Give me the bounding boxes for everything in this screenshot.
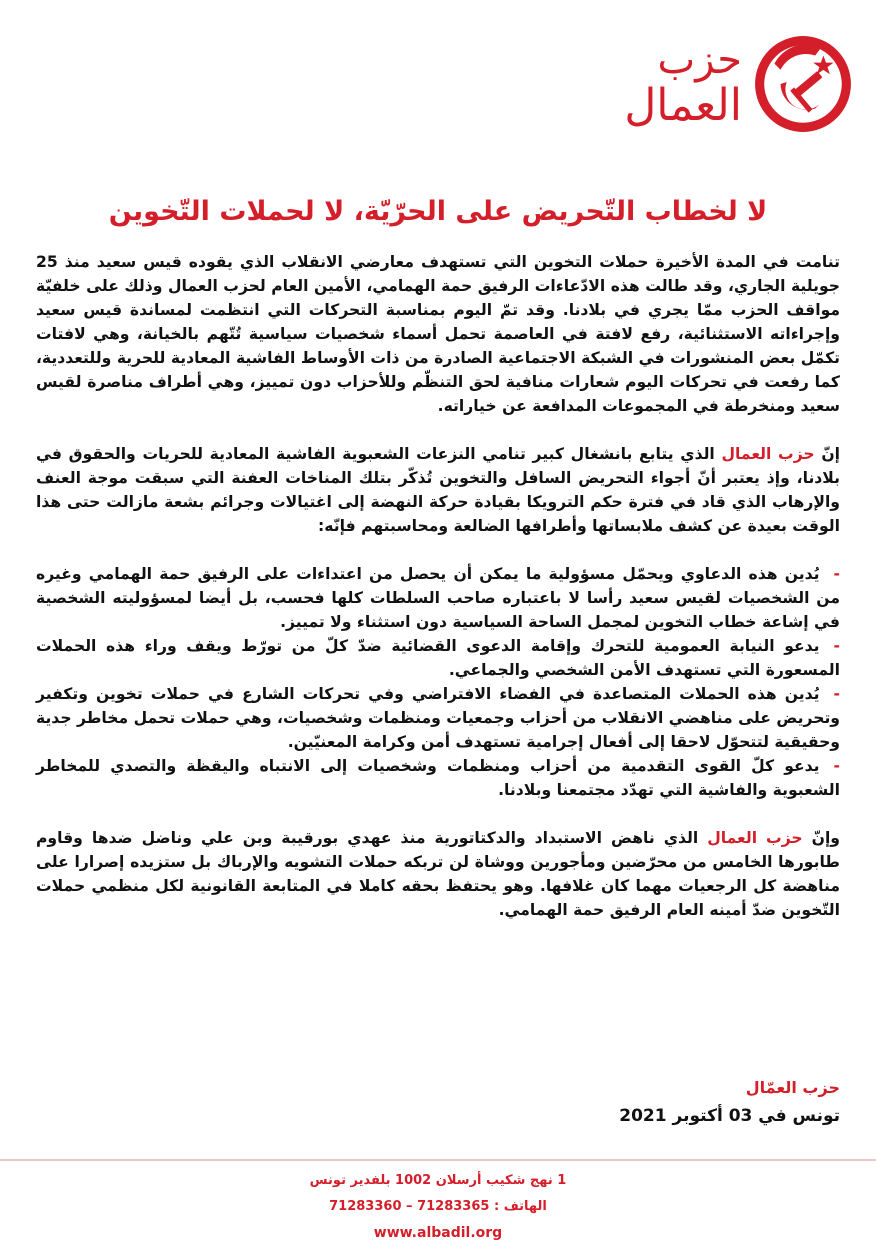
list-item [36, 562, 840, 634]
party-name-highlight: حزب العمال [721, 445, 815, 463]
paragraph-position [36, 442, 840, 538]
paragraph-position-prefix: إنّ [821, 445, 840, 463]
logo-word-workers: العمال [624, 79, 742, 131]
list-item-text: يُدين هذه الحملات المتصاعدة في الفضاء الافتراضي وفي تحركات الشارع في حملات تخوين وتكفير وتحريض على مناهضي الانقلاب من أحزاب وجمعيات ومنظمات وشخصيات، وهي حملات تحمل مخاطر جدية وحقيقية لتتحوّل لاحقا إلى أفعال إجرامية تستهدف أمن وكرامة المعنيّين. [36, 685, 840, 751]
list-item-text: يدعو كلّ القوى التقدمية من أحزاب ومنظمات وشخصيات إلى الانتباه واليقظة والتصدي للمخاطر الشعبوية والفاشية التي تهدّد مجتمعنا وبلادنا. [36, 757, 840, 799]
demands-list [36, 562, 840, 802]
paragraph-closing [36, 826, 840, 922]
bullet-dash: - [833, 637, 840, 655]
list-item-text: يدعو النيابة العمومية للتحرك وإقامة الدعوى القضائية ضدّ كلّ من تورّط ويقف وراء هذه الحملات المسعورة التي تستهدف الأمن الشخصي والجماعي. [36, 637, 840, 679]
statement-title: لا لخطاب التّحريض على الحرّيّة، لا لحملات التّخوين [108, 196, 768, 227]
logo-word-party: حزب [657, 36, 742, 83]
footer-phone: الهاتف : 71283365 – 71283360 [329, 1199, 547, 1214]
signature-party: حزب العمّال [745, 1078, 840, 1097]
list-item [36, 682, 840, 754]
bullet-dash: - [833, 565, 840, 583]
list-item-text: يُدين هذه الدعاوي ويحمّل مسؤولية ما يمكن أن يحصل من اعتداءات على الرفيق حمة الهمامي وغيره من الشخصيات لقيس سعيد رأسا لا باعتباره صاحب السلطات كلها فحسب، بل أيضا لمسؤوليته الشخصية في إشاعة خطاب التخوين لمجمل الساحة السياسية دون استثناء ولا تمييز. [36, 565, 840, 631]
paragraph-closing-text: الذي ناهض الاستبداد والدكتاتورية منذ عهدي بورقيبة وبن علي وناضل ضدها وقاوم طابورها الخامس من محرّضين ومأجورين ووشاة لن تربكه حملات التشويه والإرباك بل ستزيده إصرارا على مناهضة كل الرجعيات مهما كان غلافها. وهو يحتفظ بحقه كاملا في المتابعة القانونية لكل منظمي حملات التّخوين ضدّ أمينه العام الرفيق حمة الهمامي. [36, 829, 840, 919]
footer-divider [0, 1155, 876, 1165]
list-item [36, 754, 840, 802]
footer [0, 1168, 876, 1246]
statement-body [36, 250, 840, 922]
paragraph-position-text: الذي يتابع بانشغال كبير تنامي النزعات الشعبوية الفاشية المعادية للحريات والحقوق في بلادنا، وإذ يعتبر أنّ أجواء التحريض السافل والتخوين تُذكّر بتلك المناخات العفنة التي سبقت موجة العنف والإرهاب الذي قاد في فترة حكم الترويكا بقيادة حركة النهضة إلى اغتيالات وجرائم بشعة مازالت حتى هذا الوقت بعيدة عن كشف ملابساتها وأطرافها الضالعة ومحاسبتهم فإنّه: [36, 445, 840, 535]
paragraph-closing-prefix: وإنّ [811, 829, 840, 847]
party-logo [604, 26, 854, 141]
signature-block [619, 1075, 840, 1131]
footer-website-link[interactable]: www.albadil.org [373, 1225, 503, 1241]
signature-date: تونس في 03 أكتوبر 2021 [619, 1106, 840, 1126]
footer-address: 1 نهج شكيب أرسلان 1002 بلفدير تونس [309, 1173, 567, 1188]
list-item [36, 634, 840, 682]
logo-wordmark [624, 36, 742, 131]
bullet-dash: - [833, 757, 840, 775]
hammer-sickle-star-icon [752, 33, 854, 135]
party-name-highlight: حزب العمال [707, 829, 803, 847]
paragraph-intro: تنامت في المدة الأخيرة حملات التخوين التي تستهدف معارضي الانقلاب الذي يقوده قيس سعيد منذ 25 جويلية الجاري، وقد طالت هذه الادّعاءات الرفيق حمة الهمامي، الأمين العام لحزب العمال وذلك على خلفيّة مواقف الحزب ممّا يجري في بلادنا. وقد تمّ اليوم بمناسبة التحركات التي انتظمت لمساندة قيس سعيد وإجراءاته الاستثنائية، رفع لافتة في العاصمة تحمل أسماء شخصيات سياسية تُتّهم بالخيانة، وهي لافتات تكمّل بعض المنشورات في الشبكة الاجتماعية الصادرة من ذات الأوساط الفاشية المعادية للحرية وللتعددية، كما رفعت في تحركات اليوم شعارات منافية لحق التنظّم وللأحزاب دون تمييز، وهي أطراف مناصرة لقيس سعيد ومنخرطة في المجموعات المدافعة عن خياراته. [36, 253, 840, 415]
bullet-dash: - [833, 685, 840, 703]
